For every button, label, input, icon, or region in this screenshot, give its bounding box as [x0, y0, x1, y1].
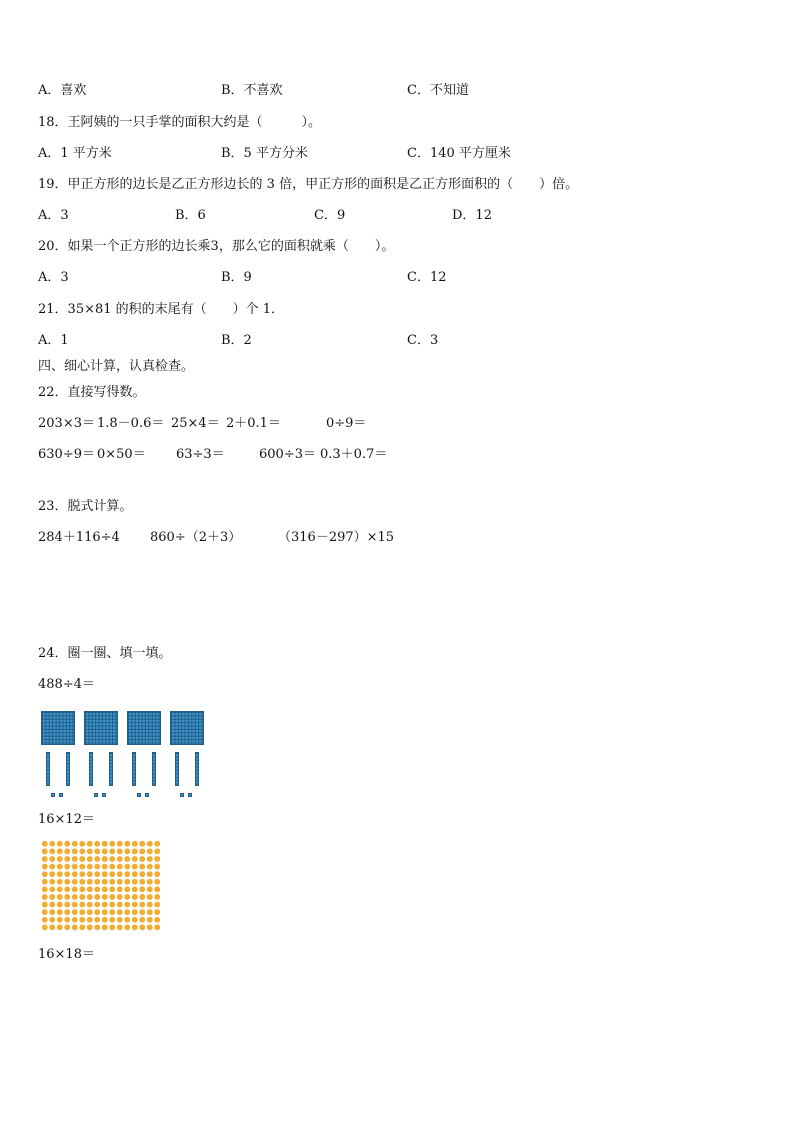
unit-cube: [102, 793, 106, 797]
unit-cube: [94, 793, 98, 797]
q20-stem: 20．如果一个正方形的边长乘3，那么它的面积就乘（ ）。: [38, 239, 395, 254]
ten-rod: [66, 752, 70, 786]
q20-option-a: A．3: [38, 270, 69, 285]
section-4-heading: 四、细心计算，认真检查。: [38, 359, 195, 374]
q22-item: 0×50＝: [97, 447, 146, 462]
q22-item: 0÷9＝: [326, 416, 367, 431]
ten-rod: [109, 752, 113, 786]
unit-cube: [145, 793, 149, 797]
ten-rod: [175, 752, 179, 786]
q24-stem: 24．圈一圈、填一填。: [38, 646, 172, 661]
q18-option-b: B．5 平方分米: [221, 146, 308, 161]
q17-option-b: B．不喜欢: [221, 83, 283, 98]
q19-stem: 19．甲正方形的边长是乙正方形边长的 3 倍，甲正方形的面积是乙正方形面积的（ ）倍。: [38, 177, 579, 192]
q19-option-c: C．9: [314, 208, 346, 223]
ten-rod: [152, 752, 156, 786]
q20-option-b: B．9: [221, 270, 252, 285]
q24-part1: 488÷4＝: [38, 677, 95, 692]
hundred-flat: [41, 711, 75, 745]
ten-rod: [195, 752, 199, 786]
q21-option-c: C．3: [407, 333, 439, 348]
q24-part2: 16×12＝: [38, 812, 95, 827]
q22-item: 25×4＝: [171, 416, 220, 431]
q22-item: 630÷9＝: [38, 447, 95, 462]
q22-item: 203×3＝: [38, 416, 95, 431]
q21-option-a: A．1: [38, 333, 69, 348]
hundred-flat: [127, 711, 161, 745]
q17-option-a: A．喜欢: [38, 83, 87, 98]
hundred-flat: [170, 711, 204, 745]
unit-cube: [51, 793, 55, 797]
q17-option-c: C．不知道: [407, 83, 469, 98]
q22-item: 1.8－0.6＝: [97, 416, 165, 431]
q19-option-d: D．12: [452, 208, 492, 223]
q23-stem: 23．脱式计算。: [38, 499, 133, 514]
q22-item: 63÷3＝: [176, 447, 225, 462]
q21-option-b: B．2: [221, 333, 252, 348]
unit-cube: [137, 793, 141, 797]
q19-option-b: B．6: [175, 208, 206, 223]
hundred-flat: [84, 711, 118, 745]
q22-item: 2＋0.1＝: [226, 416, 281, 431]
q23-item: 284＋116÷4: [38, 530, 120, 545]
unit-cube: [180, 793, 184, 797]
ten-rod: [89, 752, 93, 786]
q19-option-a: A．3: [38, 208, 69, 223]
q23-item: 860÷（2＋3）: [150, 530, 242, 545]
q23-item: （316－297）×15: [278, 530, 395, 545]
q22-item: 0.3＋0.7＝: [320, 447, 388, 462]
q24-part3: 16×18＝: [38, 947, 95, 962]
dot-array: [41, 840, 161, 932]
ten-rod: [46, 752, 50, 786]
q22-item: 600÷3＝: [259, 447, 316, 462]
q22-stem: 22．直接写得数。: [38, 385, 146, 400]
unit-cube: [59, 793, 63, 797]
q20-option-c: C．12: [407, 270, 447, 285]
ten-rod: [132, 752, 136, 786]
unit-cube: [188, 793, 192, 797]
q18-option-c: C．140 平方厘米: [407, 146, 511, 161]
q18-stem: 18．王阿姨的一只手掌的面积大约是（ ）。: [38, 115, 322, 130]
q21-stem: 21．35×81 的积的末尾有（ ）个 1．: [38, 302, 285, 317]
q18-option-a: A．1 平方米: [38, 146, 112, 161]
